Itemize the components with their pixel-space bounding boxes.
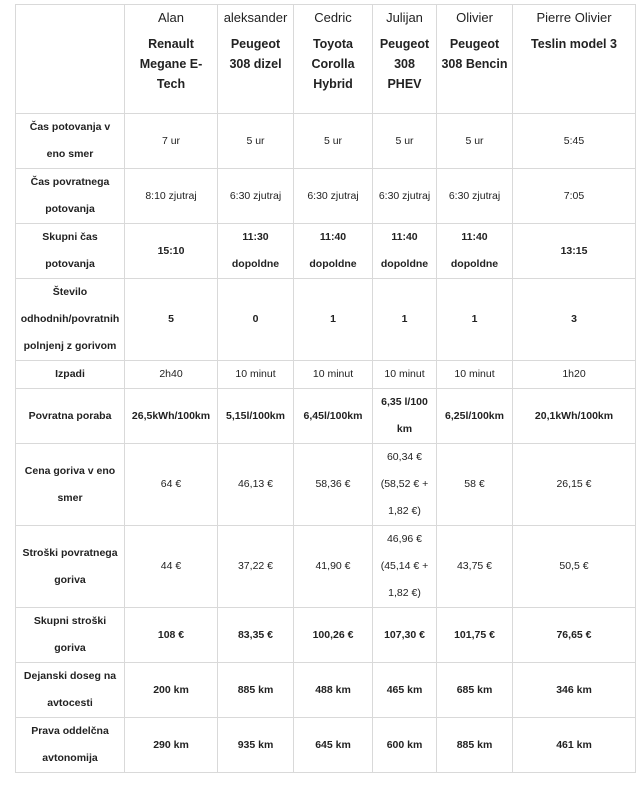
header-corner-cell [16, 5, 125, 114]
column-header [294, 5, 373, 114]
table-cell: 645 km [294, 718, 373, 773]
table-cell: 10 minut [294, 361, 373, 389]
car-model: Teslin model 3 [531, 37, 617, 51]
row-label: Skupni stroški goriva [16, 608, 125, 663]
row-label: Prava oddelčna avtonomija [16, 718, 125, 773]
car-model: Peugeot 308 dizel [229, 37, 282, 71]
row-label: Čas povratnega potovanja [16, 169, 125, 224]
column-header [125, 5, 218, 114]
table-cell: 685 km [437, 663, 513, 718]
table-cell: 6,25l/100km [437, 389, 513, 444]
table-cell: 290 km [125, 718, 218, 773]
table-cell: 6:30 zjutraj [218, 169, 294, 224]
table-cell: 64 € [125, 444, 218, 526]
row-label: Stroški povratnega goriva [16, 526, 125, 608]
table-cell: 1 [294, 279, 373, 361]
table-row [16, 663, 636, 718]
table-cell: 76,65 € [513, 608, 636, 663]
driver-name: Alan [157, 10, 185, 25]
table-cell: 11:40 dopoldne [373, 224, 437, 279]
table-header [16, 5, 636, 114]
table-cell: 465 km [373, 663, 437, 718]
table-cell: 600 km [373, 718, 437, 773]
column-header [218, 5, 294, 114]
table-row [16, 224, 636, 279]
table-cell: 100,26 € [294, 608, 373, 663]
table-cell: 3 [513, 279, 636, 361]
table-cell: 5,15l/100km [218, 389, 294, 444]
table-cell: 13:15 [513, 224, 636, 279]
table-row [16, 361, 636, 389]
table-row [16, 608, 636, 663]
column-header [373, 5, 437, 114]
column-header [437, 5, 513, 114]
table-cell: 935 km [218, 718, 294, 773]
table-row [16, 114, 636, 169]
table-body [16, 114, 636, 773]
row-label: Dejanski doseg na avtocesti [16, 663, 125, 718]
table-cell: 5 ur [373, 114, 437, 169]
table-cell: 7 ur [125, 114, 218, 169]
header-row [16, 5, 636, 114]
table-cell: 5:45 [513, 114, 636, 169]
table-cell: 11:40 dopoldne [437, 224, 513, 279]
car-model: Peugeot 308 PHEV [379, 37, 430, 91]
table-cell: 346 km [513, 663, 636, 718]
table-cell: 5 ur [294, 114, 373, 169]
table-cell: 0 [218, 279, 294, 361]
table-cell: 10 minut [437, 361, 513, 389]
table-cell: 6:30 zjutraj [373, 169, 437, 224]
row-label: Število odhodnih/povratnih polnjenj z gorivom [16, 279, 125, 361]
table-cell: 6:30 zjutraj [437, 169, 513, 224]
driver-name: Cedric [314, 10, 352, 25]
table-cell: 1h20 [513, 361, 636, 389]
table-cell: 8:10 zjutraj [125, 169, 218, 224]
driver-name: Olivier [456, 10, 493, 25]
table-cell: 50,5 € [513, 526, 636, 608]
row-label: Povratna poraba [16, 389, 125, 444]
table-cell: 7:05 [513, 169, 636, 224]
row-label: Cena goriva v eno smer [16, 444, 125, 526]
table-cell: 2h40 [125, 361, 218, 389]
driver-name: aleksander [223, 10, 288, 25]
table-cell: 44 € [125, 526, 218, 608]
table-cell: 6:30 zjutraj [294, 169, 373, 224]
table-cell: 60,34 € (58,52 € + 1,82 €) [373, 444, 437, 526]
table-cell: 10 minut [218, 361, 294, 389]
table-cell: 58 € [437, 444, 513, 526]
table-cell: 43,75 € [437, 526, 513, 608]
table-cell: 5 [125, 279, 218, 361]
row-label: Skupni čas potovanja [16, 224, 125, 279]
table-cell: 885 km [218, 663, 294, 718]
table-cell: 107,30 € [373, 608, 437, 663]
table-cell: 5 ur [437, 114, 513, 169]
table-cell: 885 km [437, 718, 513, 773]
column-header [513, 5, 636, 114]
driver-name: Pierre Olivier [536, 10, 612, 25]
table-cell: 6,45l/100km [294, 389, 373, 444]
table-row [16, 718, 636, 773]
table-row [16, 389, 636, 444]
table-row [16, 279, 636, 361]
table-cell: 46,13 € [218, 444, 294, 526]
table-cell: 108 € [125, 608, 218, 663]
table-cell: 488 km [294, 663, 373, 718]
table-cell: 200 km [125, 663, 218, 718]
table-row [16, 444, 636, 526]
comparison-table-container [15, 4, 617, 784]
table-cell: 6,35 l/100 km [373, 389, 437, 444]
table-cell: 11:30 dopoldne [218, 224, 294, 279]
table-cell: 5 ur [218, 114, 294, 169]
table-cell: 26,15 € [513, 444, 636, 526]
car-model: Renault Megane E-Tech [139, 37, 203, 91]
table-cell: 1 [437, 279, 513, 361]
table-cell: 11:40 dopoldne [294, 224, 373, 279]
table-cell: 101,75 € [437, 608, 513, 663]
table-cell: 1 [373, 279, 437, 361]
table-cell: 37,22 € [218, 526, 294, 608]
driver-name: Julijan [386, 10, 423, 25]
car-model: Peugeot 308 Bencin [441, 37, 508, 71]
car-model: Toyota Corolla Hybrid [311, 37, 355, 91]
table-cell: 26,5kWh/100km [125, 389, 218, 444]
table-row [16, 169, 636, 224]
table-cell: 83,35 € [218, 608, 294, 663]
row-label: Čas potovanja v eno smer [16, 114, 125, 169]
table-cell: 461 km [513, 718, 636, 773]
table-cell: 15:10 [125, 224, 218, 279]
comparison-table [15, 4, 636, 773]
table-cell: 46,96 € (45,14 € + 1,82 €) [373, 526, 437, 608]
row-label: Izpadi [16, 361, 125, 389]
table-cell: 58,36 € [294, 444, 373, 526]
table-cell: 10 minut [373, 361, 437, 389]
table-cell: 41,90 € [294, 526, 373, 608]
table-cell: 20,1kWh/100km [513, 389, 636, 444]
table-row [16, 526, 636, 608]
